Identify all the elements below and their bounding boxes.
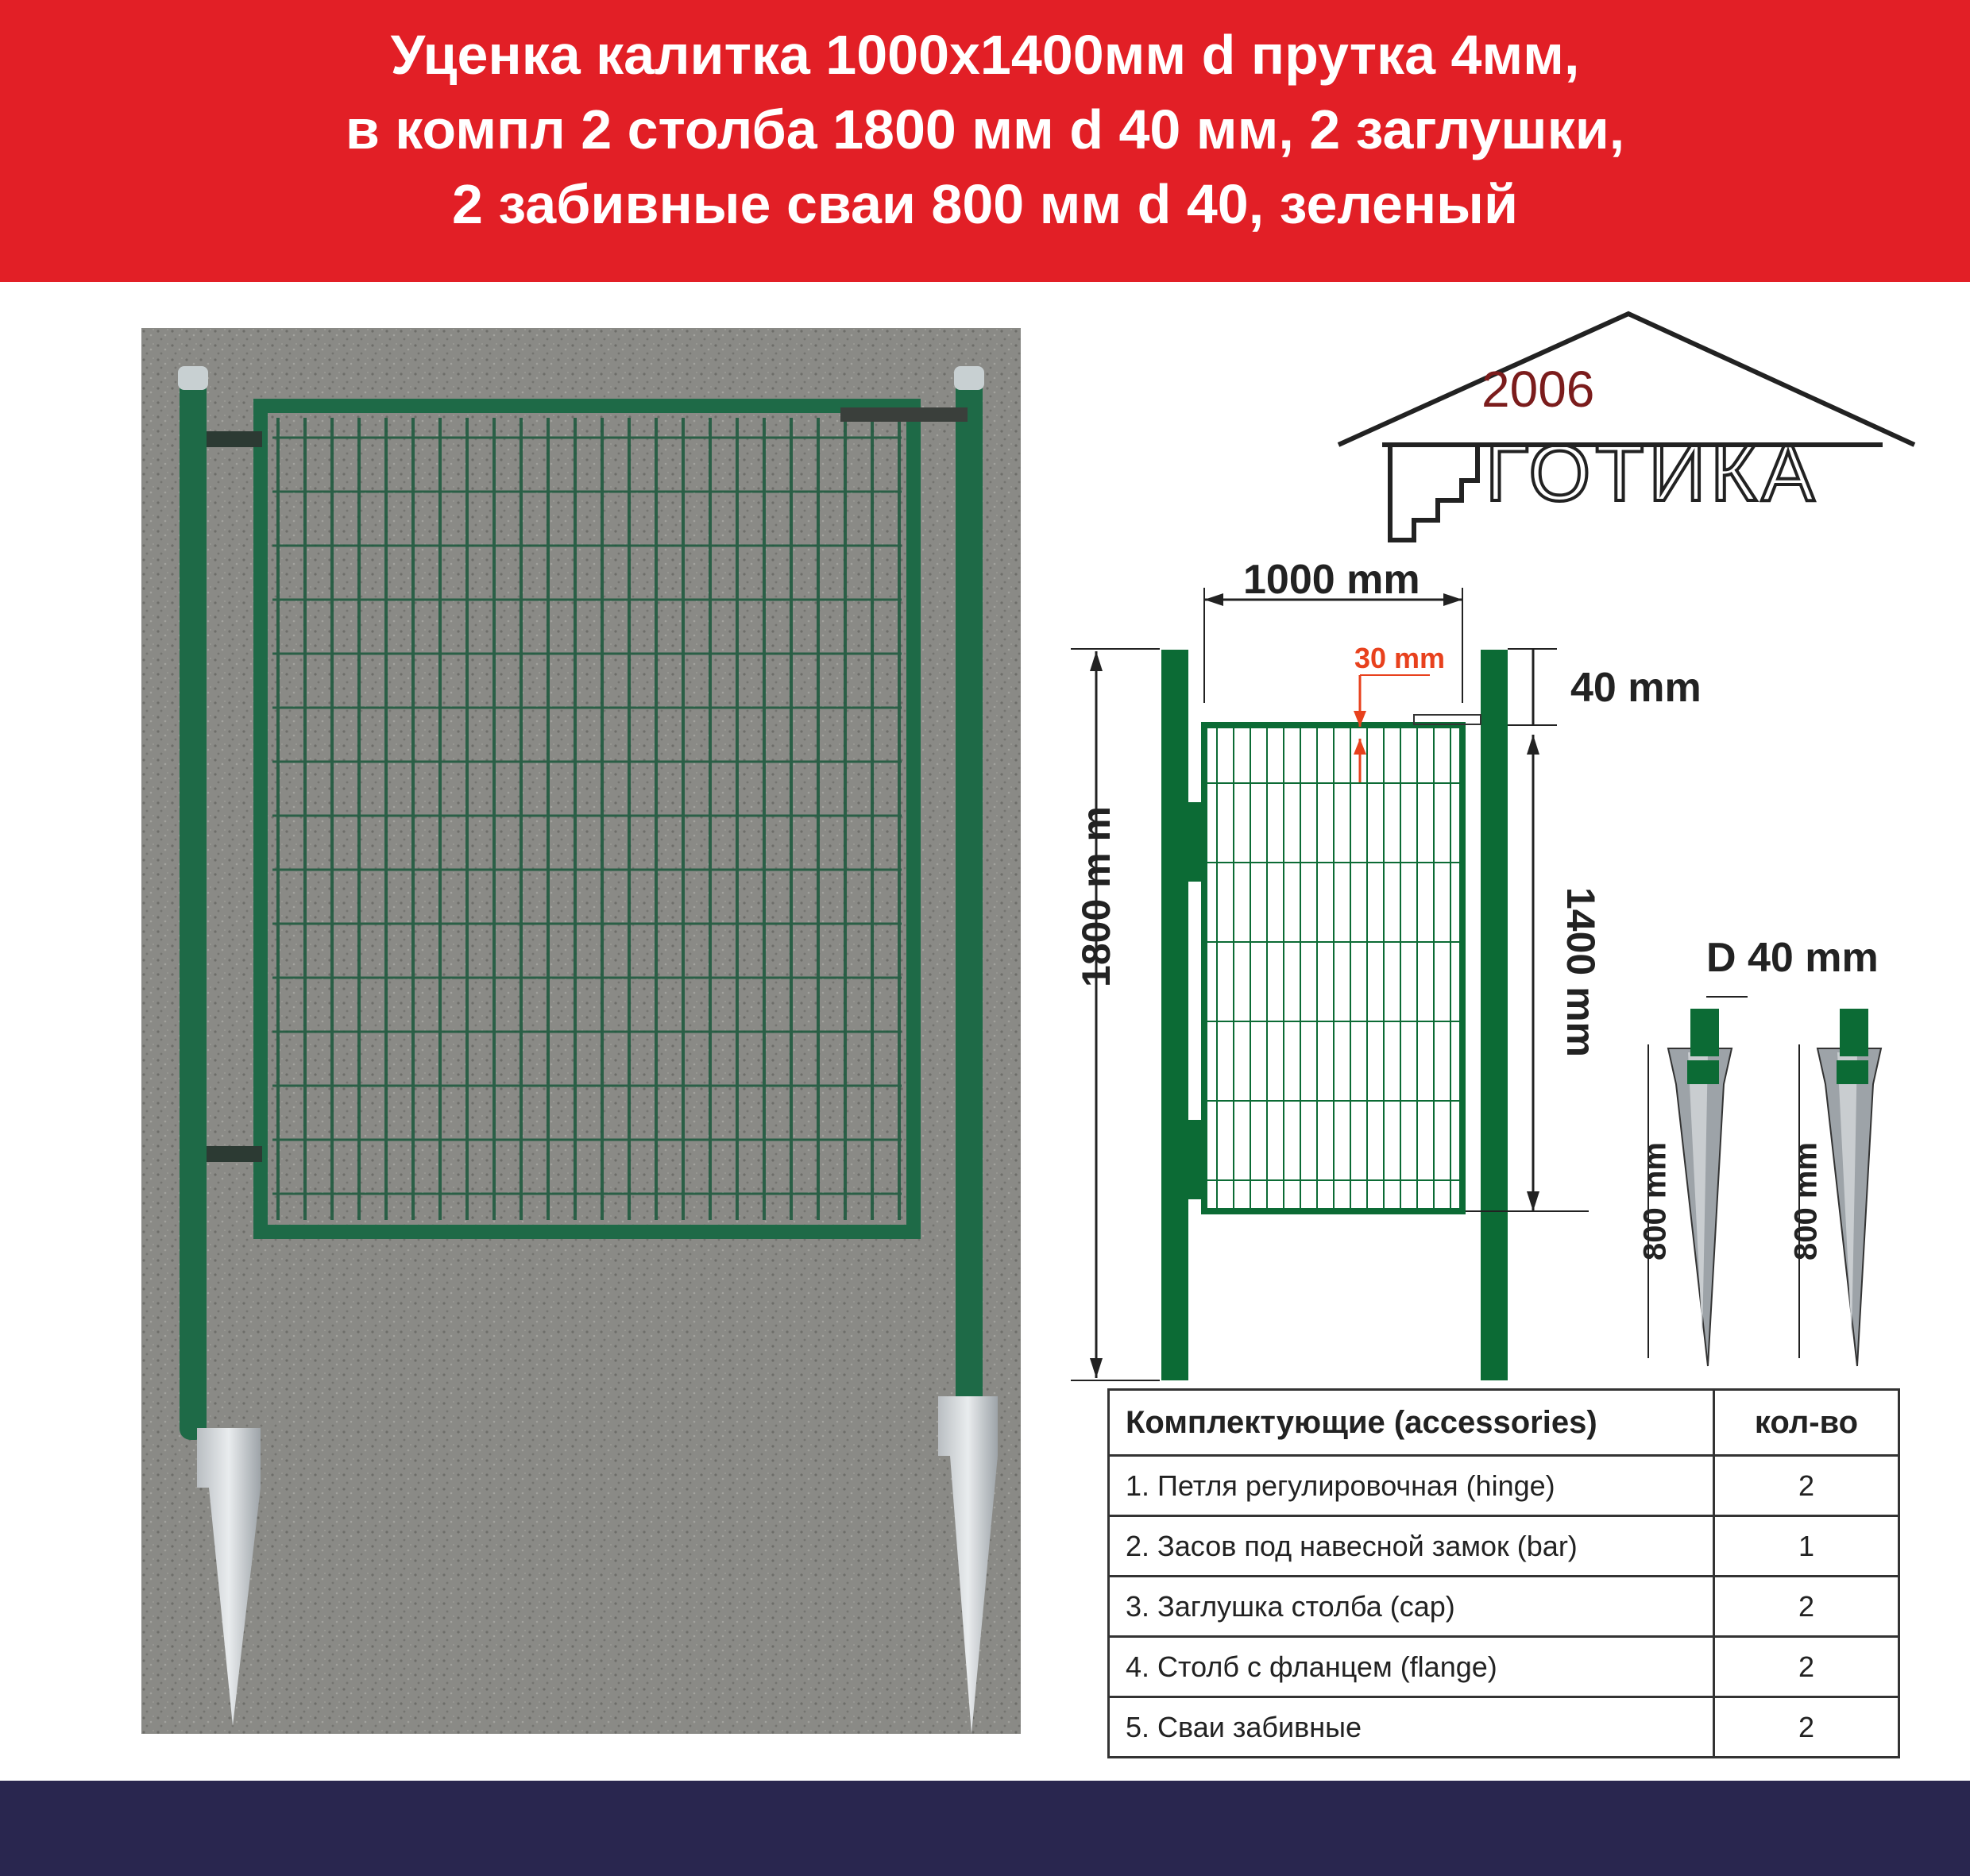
table-row	[1109, 1637, 1899, 1697]
row-item: 1. Петля регулировочная (hinge)	[1109, 1456, 1714, 1516]
gate-height-label: 1400 mm	[1559, 886, 1603, 1058]
row-qty: 2	[1714, 1637, 1899, 1697]
left-post-cap	[178, 366, 208, 390]
post-height-label: 1800 m m	[1074, 806, 1118, 987]
row-qty: 2	[1714, 1456, 1899, 1516]
drawing-right-post	[1481, 650, 1508, 1380]
accessories-table	[1107, 1388, 1900, 1758]
pile-length-label-2: 800 mm	[1788, 1142, 1824, 1260]
row-qty: 2	[1714, 1577, 1899, 1637]
title-banner	[0, 0, 1970, 282]
latch-bar	[840, 407, 968, 422]
drawing-lower-hinge	[1188, 1120, 1206, 1199]
header-qty: кол-во	[1714, 1390, 1899, 1456]
drawing-pile-2	[1817, 1009, 1881, 1366]
left-post	[180, 376, 207, 1440]
table-row	[1109, 1697, 1899, 1758]
drawing-left-post	[1161, 650, 1188, 1380]
table-row	[1109, 1577, 1899, 1637]
width-dimension-label: 1000 mm	[1243, 557, 1420, 603]
right-post	[956, 376, 983, 1408]
pile-length-label-1: 800 mm	[1637, 1142, 1673, 1260]
pile-diameter-label: D 40 mm	[1706, 935, 1879, 981]
logo-year: 2006	[1481, 361, 1595, 418]
footer-bar	[0, 1781, 1970, 1876]
top-dimension-label: 40 mm	[1570, 665, 1702, 711]
row-item: 3. Заглушка столба (cap)	[1109, 1577, 1714, 1637]
gap-dimension-label: 30 mm	[1354, 642, 1446, 674]
drawing-pile-1	[1668, 1009, 1732, 1366]
table-row	[1109, 1516, 1899, 1577]
logo-wordmark: ГОТИКА	[1485, 429, 1820, 518]
row-item: 5. Сваи забивные	[1109, 1697, 1714, 1758]
upper-hinge	[207, 431, 262, 447]
lower-hinge	[207, 1146, 262, 1162]
row-item: 4. Столб с фланцем (flange)	[1109, 1637, 1714, 1697]
table-row	[1109, 1456, 1899, 1516]
row-qty: 2	[1714, 1697, 1899, 1758]
banner-title: Уценка калитка 1000х1400мм d прутка 4мм, в компл 2 столба 1800 мм d 40 мм, 2 заглушки, 2 забивные сваи 800 мм d 40, зеленый	[345, 24, 1625, 235]
gate-drawing	[1033, 306, 1970, 1386]
drawing-upper-hinge	[1188, 802, 1206, 882]
row-item: 2. Засов под навесной замок (bar)	[1109, 1516, 1714, 1577]
header-item: Комплектующие (accessories)	[1109, 1390, 1714, 1456]
right-post-cap	[954, 366, 984, 390]
drawing-gate-frame	[1204, 725, 1462, 1211]
gate-photo	[141, 328, 1021, 1734]
table-header-row	[1109, 1390, 1899, 1456]
row-qty: 1	[1714, 1516, 1899, 1577]
gate-mesh	[272, 418, 902, 1220]
